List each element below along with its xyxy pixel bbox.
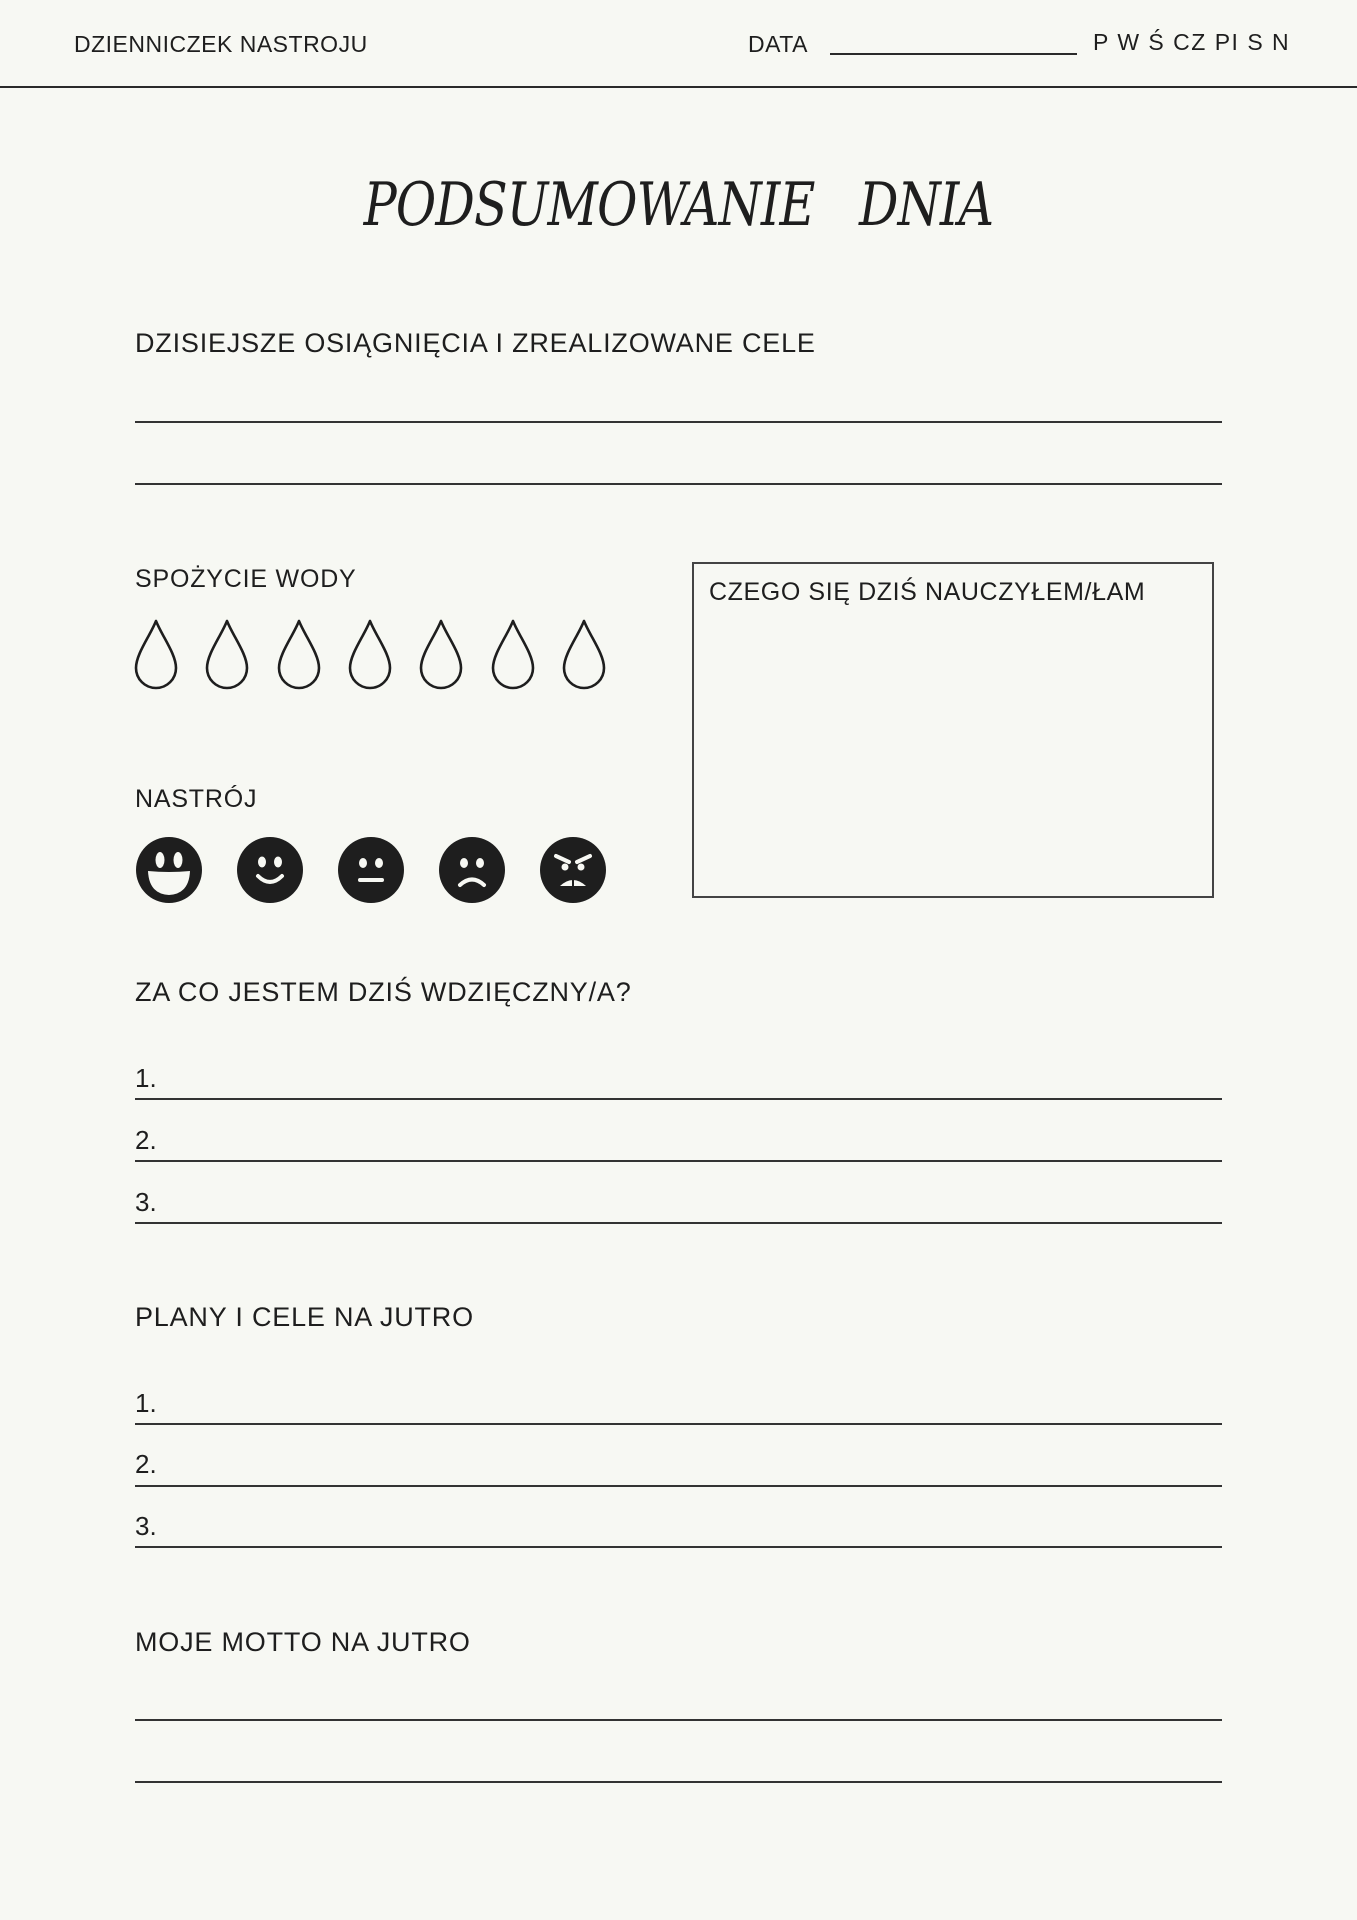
water-drop-icon[interactable]: [418, 618, 464, 692]
plans-number: 3.: [135, 1511, 157, 1541]
water-drop-icon[interactable]: [133, 618, 179, 692]
motto-line-2[interactable]: [135, 1781, 1222, 1783]
plans-line-1[interactable]: [135, 1423, 1222, 1425]
achievements-line-2[interactable]: [135, 483, 1222, 485]
very-happy-face-icon[interactable]: [135, 836, 203, 904]
sad-face-icon[interactable]: [438, 836, 506, 904]
plans-number: 1.: [135, 1388, 157, 1418]
gratitude-line-2[interactable]: [135, 1160, 1222, 1162]
water-drop-icon[interactable]: [204, 618, 250, 692]
learned-label: CZEGO SIĘ DZIŚ NAUCZYŁEM/ŁAM: [709, 578, 1146, 606]
journal-title: DZIENNICZEK NASTROJU: [74, 31, 368, 57]
water-label: SPOŻYCIE WODY: [135, 565, 357, 593]
gratitude-number: 2.: [135, 1125, 157, 1155]
plans-line-3[interactable]: [135, 1546, 1222, 1548]
gratitude-line-3[interactable]: [135, 1222, 1222, 1224]
mood-label: NASTRÓJ: [135, 785, 258, 813]
achievements-label: DZISIEJSZE OSIĄGNIĘCIA I ZREALIZOWANE CELE: [135, 328, 816, 358]
header-divider: [0, 86, 1357, 88]
motto-line-1[interactable]: [135, 1719, 1222, 1721]
plans-number: 2.: [135, 1449, 157, 1479]
happy-face-icon[interactable]: [236, 836, 304, 904]
page-title: PODSUMOWANIE DNIA: [363, 170, 994, 240]
angry-face-icon[interactable]: [539, 836, 607, 904]
learned-box[interactable]: [692, 562, 1214, 898]
achievements-line-1[interactable]: [135, 421, 1222, 423]
date-input-line[interactable]: [830, 53, 1077, 55]
plans-label: PLANY I CELE NA JUTRO: [135, 1302, 474, 1332]
gratitude-number: 3.: [135, 1187, 157, 1217]
weekday-selector[interactable]: P W Ś CZ PI S N: [1093, 29, 1291, 55]
water-drop-icon[interactable]: [276, 618, 322, 692]
water-drop-icon[interactable]: [561, 618, 607, 692]
water-drop-icon[interactable]: [347, 618, 393, 692]
motto-label: MOJE MOTTO NA JUTRO: [135, 1627, 471, 1657]
neutral-face-icon[interactable]: [337, 836, 405, 904]
gratitude-line-1[interactable]: [135, 1098, 1222, 1100]
gratitude-number: 1.: [135, 1063, 157, 1093]
date-label: DATA: [748, 31, 808, 57]
plans-line-2[interactable]: [135, 1485, 1222, 1487]
water-drop-icon[interactable]: [490, 618, 536, 692]
gratitude-label: ZA CO JESTEM DZIŚ WDZIĘCZNY/A?: [135, 977, 632, 1007]
